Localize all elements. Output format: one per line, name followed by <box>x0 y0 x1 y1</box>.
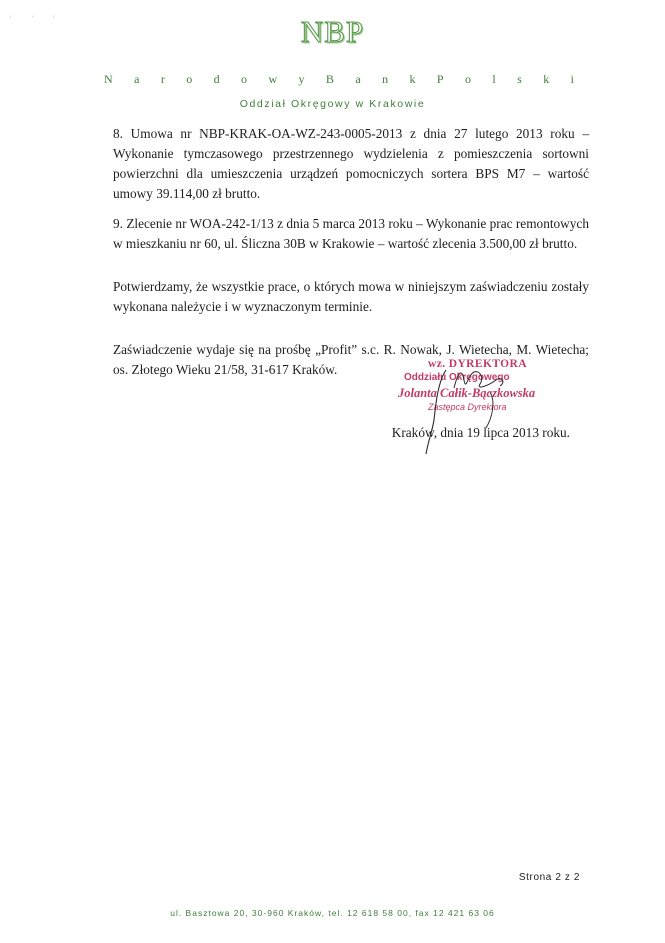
bank-name-letter: a <box>134 72 140 86</box>
stamp-line-role: Zastępca Dyrektora <box>428 402 507 412</box>
bank-name-letter: l <box>492 72 496 86</box>
bank-name-letter: P <box>436 72 444 86</box>
bank-name-letter: r <box>160 72 165 86</box>
bank-name-letter: n <box>382 72 389 86</box>
nbp-logo: NBP <box>300 14 365 49</box>
stamp-line-office: Oddziału Okręgowego <box>404 372 510 383</box>
branch-name: Oddział Okręgowy w Krakowie <box>239 98 426 110</box>
issued-for-paragraph: Zaświadczenie wydaje się na prośbę „Profit” s.c. R. Nowak, J. Wietecha, M. Wietecha; os. Złotego Wieku 21/58, 31-617 Kraków. <box>113 342 589 377</box>
bank-name-letter: o <box>186 72 193 86</box>
page-number: Strona 2 z 2 <box>518 872 580 883</box>
date-line: Kraków, dnia 19 lipca 2013 roku. <box>391 425 570 440</box>
bank-name <box>104 72 574 87</box>
document-body <box>113 124 589 380</box>
bank-name-letter: B <box>325 72 334 86</box>
item-8: 8. Umowa nr NBP-KRAK-OA-WZ-243-0005-2013 z dnia 27 lutego 2013 roku – Wykonanie tymczasowego przestrzennego wydzielenia z pomieszczenia sortowni powierzchni dla umieszczenia urządzeń pomocniczych sortera BPS M7 – wartość umowy 39.114,00 zł brutto. <box>113 126 589 201</box>
bank-name-letter: N <box>104 72 113 86</box>
scan-marks: ' ' ' <box>10 14 64 23</box>
stamp-line-title: wz. DYREKTORA <box>428 358 527 370</box>
footer-address: ul. Basztowa 20, 30-960 Kraków, tel. 12 618 58 00, fax 12 421 63 06 <box>170 908 495 918</box>
bank-name-letter: o <box>241 72 248 86</box>
confirmation-paragraph: Potwierdzamy, że wszystkie prace, o których mowa w niniejszym zaświadczeniu zostały wykonana należycie i w wyznaczonym terminie. <box>113 279 589 314</box>
bank-name-letter: w <box>268 72 278 86</box>
bank-name-letter: i <box>570 72 574 86</box>
bank-name-letter: a <box>355 72 361 86</box>
item-9: 9. Zlecenie nr WOA-242-1/13 z dnia 5 marca 2013 roku – Wykonanie prac remontowych w mieszkaniu nr 60, ul. Śliczna 30B w Krakowie – wartość zlecenia 3.500,00 zł brutto. <box>113 216 589 251</box>
stamp-line-name: Jolanta Całik-Bączkowska <box>398 386 536 400</box>
handwritten-signature <box>388 362 548 462</box>
bank-name-letter: s <box>517 72 522 86</box>
bank-name-letter: k <box>409 72 416 86</box>
bank-name-letter: d <box>213 72 220 86</box>
bank-name-letter: o <box>464 72 471 86</box>
bank-name-letter: k <box>543 72 550 86</box>
bank-name-letter: y <box>298 72 305 86</box>
